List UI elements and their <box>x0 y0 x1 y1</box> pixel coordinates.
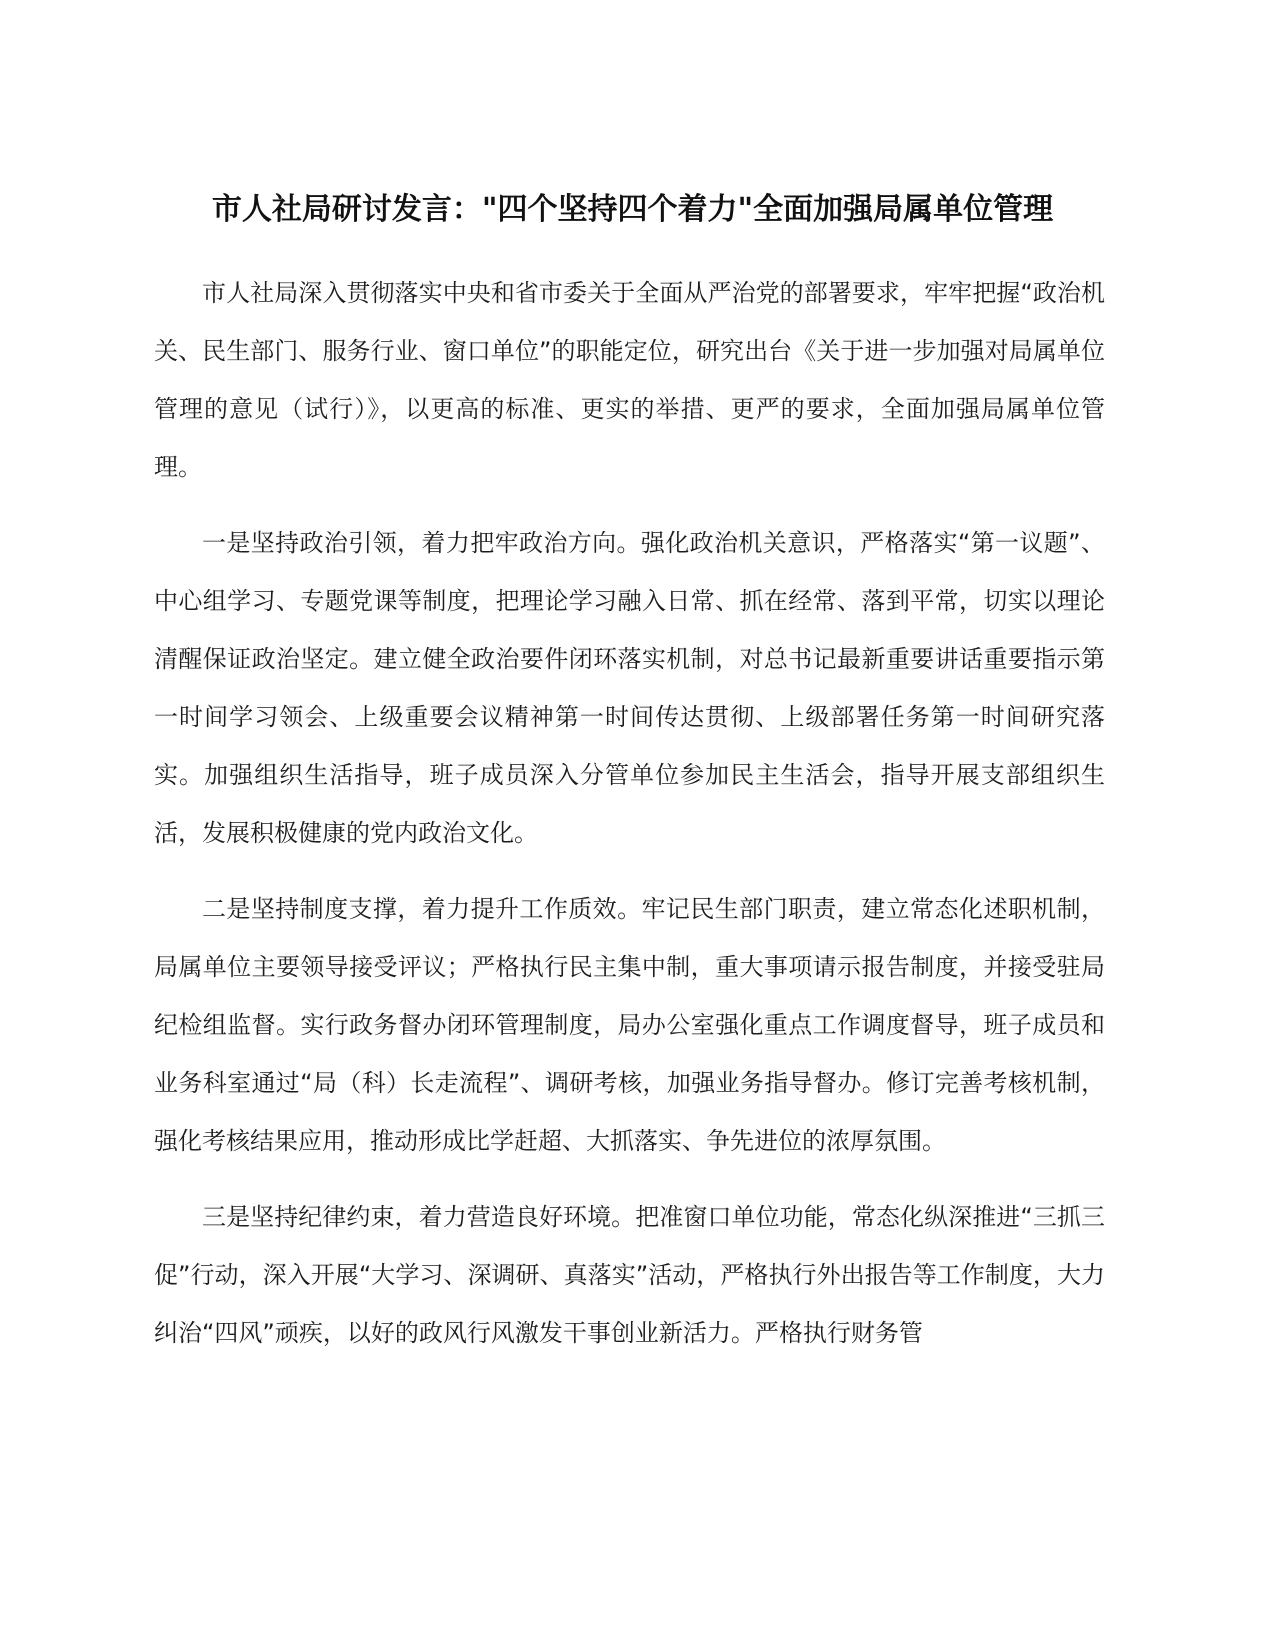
paragraph-point-two: 二是坚持制度支撑，着力提升工作质效。牢记民生部门职责，建立常态化述职机制，局属单位主要领导接受评议；严格执行民主集中制，重大事项请示报告制度，并接受驻局纪检组监督。实行政务督办闭环管理制度，局办公室强化重点工作调度督导，班子成员和业务科室通过“局（科）长走流程”、调研考核，加强业务指导督办。修订完善考核机制，强化考核结果应用，推动形成比学赶超、大抓落实、争先进位的浓厚氛围。 <box>154 895 1105 1155</box>
document-body <box>154 264 1105 1380</box>
paragraph-point-three: 三是坚持纪律约束，着力营造良好环境。把准窗口单位功能，常态化纵深推进“三抓三促”行动，深入开展“大学习、深调研、真落实”活动，严格执行外出报告等工作制度，大力纠治“四风”顽疾，以好的政风行风激发干事创业新活力。严格执行财务管 <box>154 1203 1105 1347</box>
document-title: 市人社局研讨发言："四个坚持四个着力"全面加强局属单位管理 <box>211 192 1054 227</box>
paragraph-intro: 市人社局深入贯彻落实中央和省市委关于全面从严治党的部署要求，牢牢把握“政治机关、民生部门、服务行业、窗口单位”的职能定位，研究出台《关于进一步加强对局属单位管理的意见（试行）》，以更高的标准、更实的举措、更严的要求，全面加强局属单位管理。 <box>154 279 1105 481</box>
paragraph-point-one: 一是坚持政治引领，着力把牢政治方向。强化政治机关意识，严格落实“第一议题”、中心组学习、专题党课等制度，把理论学习融入日常、抓在经常、落到平常，切实以理论清醒保证政治坚定。建立健全政治要件闭环落实机制，对总书记最新重要讲话重要指示第一时间学习领会、上级重要会议精神第一时间传达贯彻、上级部署任务第一时间研究落实。加强组织生活指导，班子成员深入分管单位参加民主生活会，指导开展支部组织生活，发展积极健康的党内政治文化。 <box>154 529 1105 847</box>
